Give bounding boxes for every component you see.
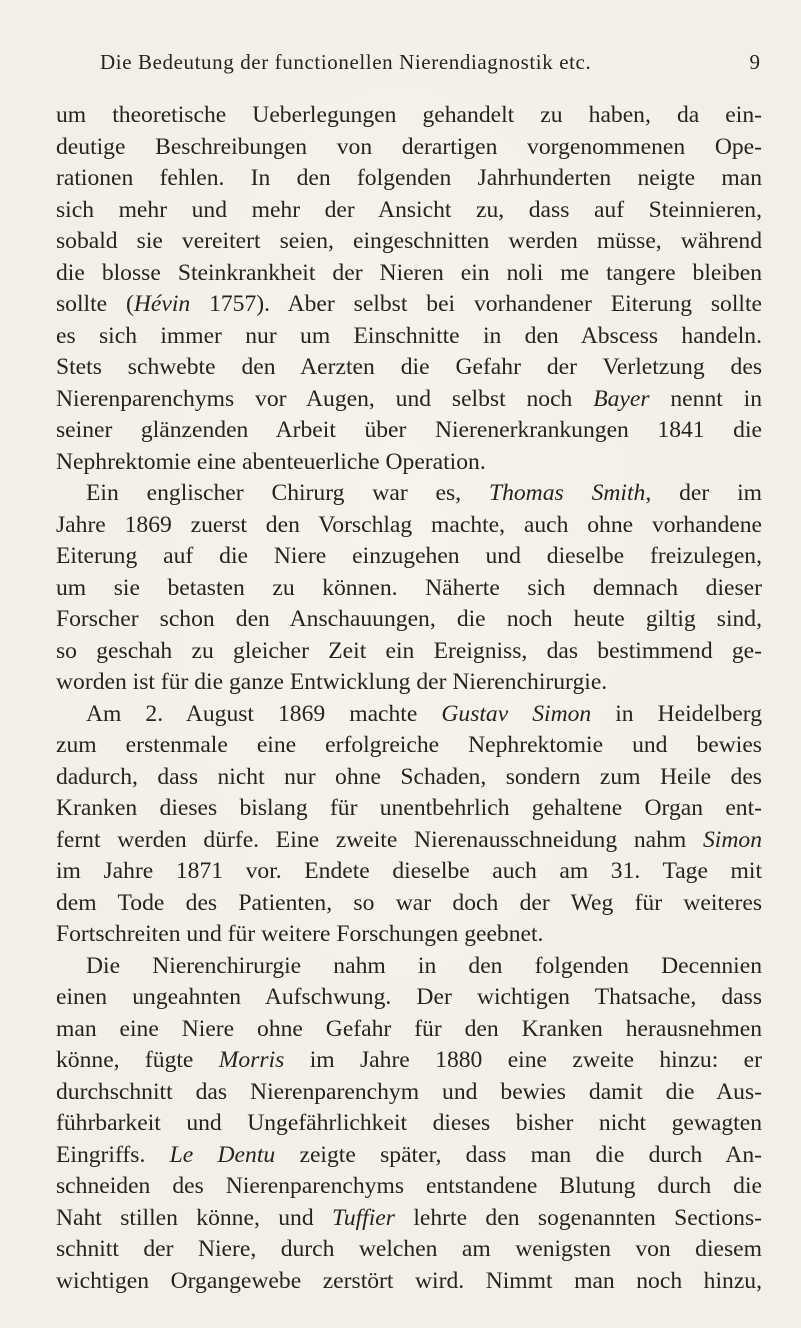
author-name-le-dentu: Le Dentu [169,1141,276,1168]
text-line: worden ist für die ganze Entwicklung der Nierenchirurgie. [56,669,608,695]
running-head [100,50,760,84]
author-name-gustav-simon: Gustav Simon [441,700,592,727]
text-segment: in Heidelberg [591,700,762,727]
text-segment: fernt werden dürfe. Eine zweite Nierenausschneidung nahm [56,826,687,853]
text-line [56,384,762,416]
text-segment: lehrte den sogenannten Sections- [394,1204,762,1231]
text-line: schnitt der Niere, durch welchen am wenigsten von diesem [56,1236,762,1262]
text-segment: zeigte später, dass man die durch An- [275,1141,762,1168]
author-name-tuffier: Tuffier [332,1204,395,1231]
page-number: 9 [749,50,760,74]
text-line: Fortschreiten und für weitere Forschungen geebnet. [56,921,544,947]
text-line: sobald sie vereitert seien, eingeschnitten werden müsse, während [56,228,762,254]
text-line: Jahre 1869 zuerst den Vorschlag machte, auch ohne vorhandene [56,511,762,538]
text-line: führbarkeit und Ungefährlichkeit dieses bisher nicht gewagten [56,1110,762,1136]
text-line [56,478,762,510]
text-line: rationen fehlen. In den folgenden Jahrhunderten neigte man [56,165,762,191]
text-line: Die Nierenchirurgie nahm in den folgenden Decennien [86,952,762,979]
text-line [56,1045,762,1077]
text-line: zum erstenmale eine erfolgreiche Nephrektomie und bewies [56,732,762,758]
text-line [56,699,762,731]
text-line: dem Tode des Patienten, so war doch der Weg für weiteres [56,889,762,916]
text-segment: nennt in [649,385,762,412]
text-segment: , der im [645,480,763,506]
text-line [56,1203,762,1235]
text-line: wichtigen Organgewebe zerstört wird. Nimmt man noch hinzu, [56,1267,762,1294]
text-line: um theoretische Ueberlegungen gehandelt zu haben, da ein- [56,102,762,128]
text-segment: im Jahre 1880 eine zweite hinzu: er [284,1047,762,1073]
text-line: durchschnitt das Nierenparenchym und bewies damit die Aus- [56,1078,762,1105]
text-line: einen ungeahnten Aufschwung. Der wichtigen Thatsache, dass [56,984,762,1010]
text-line: dadurch, dass nicht nur ohne Schaden, sondern zum Heile des [56,763,762,790]
text-line: Kranken dieses bislang für unentbehrlich gehaltene Organ ent- [56,795,762,821]
author-name-bayer: Bayer [593,385,650,412]
text-segment: könne, fügte [56,1047,219,1073]
text-line: sich mehr und mehr der Ansicht zu, dass auf Steinnieren, [56,196,762,223]
text-line: man eine Niere ohne Gefahr für den Kranken herausnehmen [56,1015,762,1042]
text-line: so geschah zu gleicher Zeit ein Ereigniss, das bestimmend ge- [56,637,762,664]
running-title: Die Bedeutung der functionellen Nierendiagnostik etc. [100,50,592,74]
text-line: Eiterung auf die Niere einzugehen und dieselbe freizulegen, [56,543,762,569]
author-name-morris: Morris [218,1047,285,1073]
text-line: Stets schwebte den Aerzten die Gefahr der Verletzung des [56,354,762,380]
text-segment: 1757). Aber selbst bei vorhandener Eiterung sollte [190,291,762,317]
text-line [56,825,762,857]
text-line [56,1140,762,1172]
text-line: die blosse Steinkrankheit der Nieren ein noli me tangere bleiben [56,259,762,286]
text-line [56,289,762,321]
text-segment: Naht stillen könne, und [56,1204,333,1231]
text-line: um sie betasten zu können. Näherte sich demnach dieser [56,574,762,601]
text-segment: Am 2. August 1869 machte [86,700,442,727]
text-line: es sich immer nur um Einschnitte in den Abscess handeln. [56,322,762,349]
text-line: deutige Beschreibungen von derartigen vorgenommenen Ope- [56,133,762,160]
text-segment: Eingriffs. [56,1141,170,1168]
text-segment: Nierenparenchyms vor Augen, und selbst noch [56,385,594,412]
text-line: schneiden des Nierenparenchyms entstandene Blutung durch die [56,1173,762,1199]
body-text [56,100,762,1297]
author-name-hevin: Hévin [133,291,191,317]
text-line: im Jahre 1871 vor. Endete dieselbe auch am 31. Tage mit [56,858,762,884]
author-name-simon: Simon [703,826,762,853]
author-name-thomas-smith: Thomas Smith [488,480,646,506]
text-segment: sollte ( [56,291,134,317]
text-segment: Ein englischer Chirurg war es, [86,480,489,506]
text-line: Nephrektomie eine abenteuerliche Operation. [56,448,486,475]
text-line: seiner glänzenden Arbeit über Nierenerkrankungen 1841 die [56,417,762,443]
text-line: Forscher schon den Anschauungen, die noch heute giltig sind, [56,606,762,632]
